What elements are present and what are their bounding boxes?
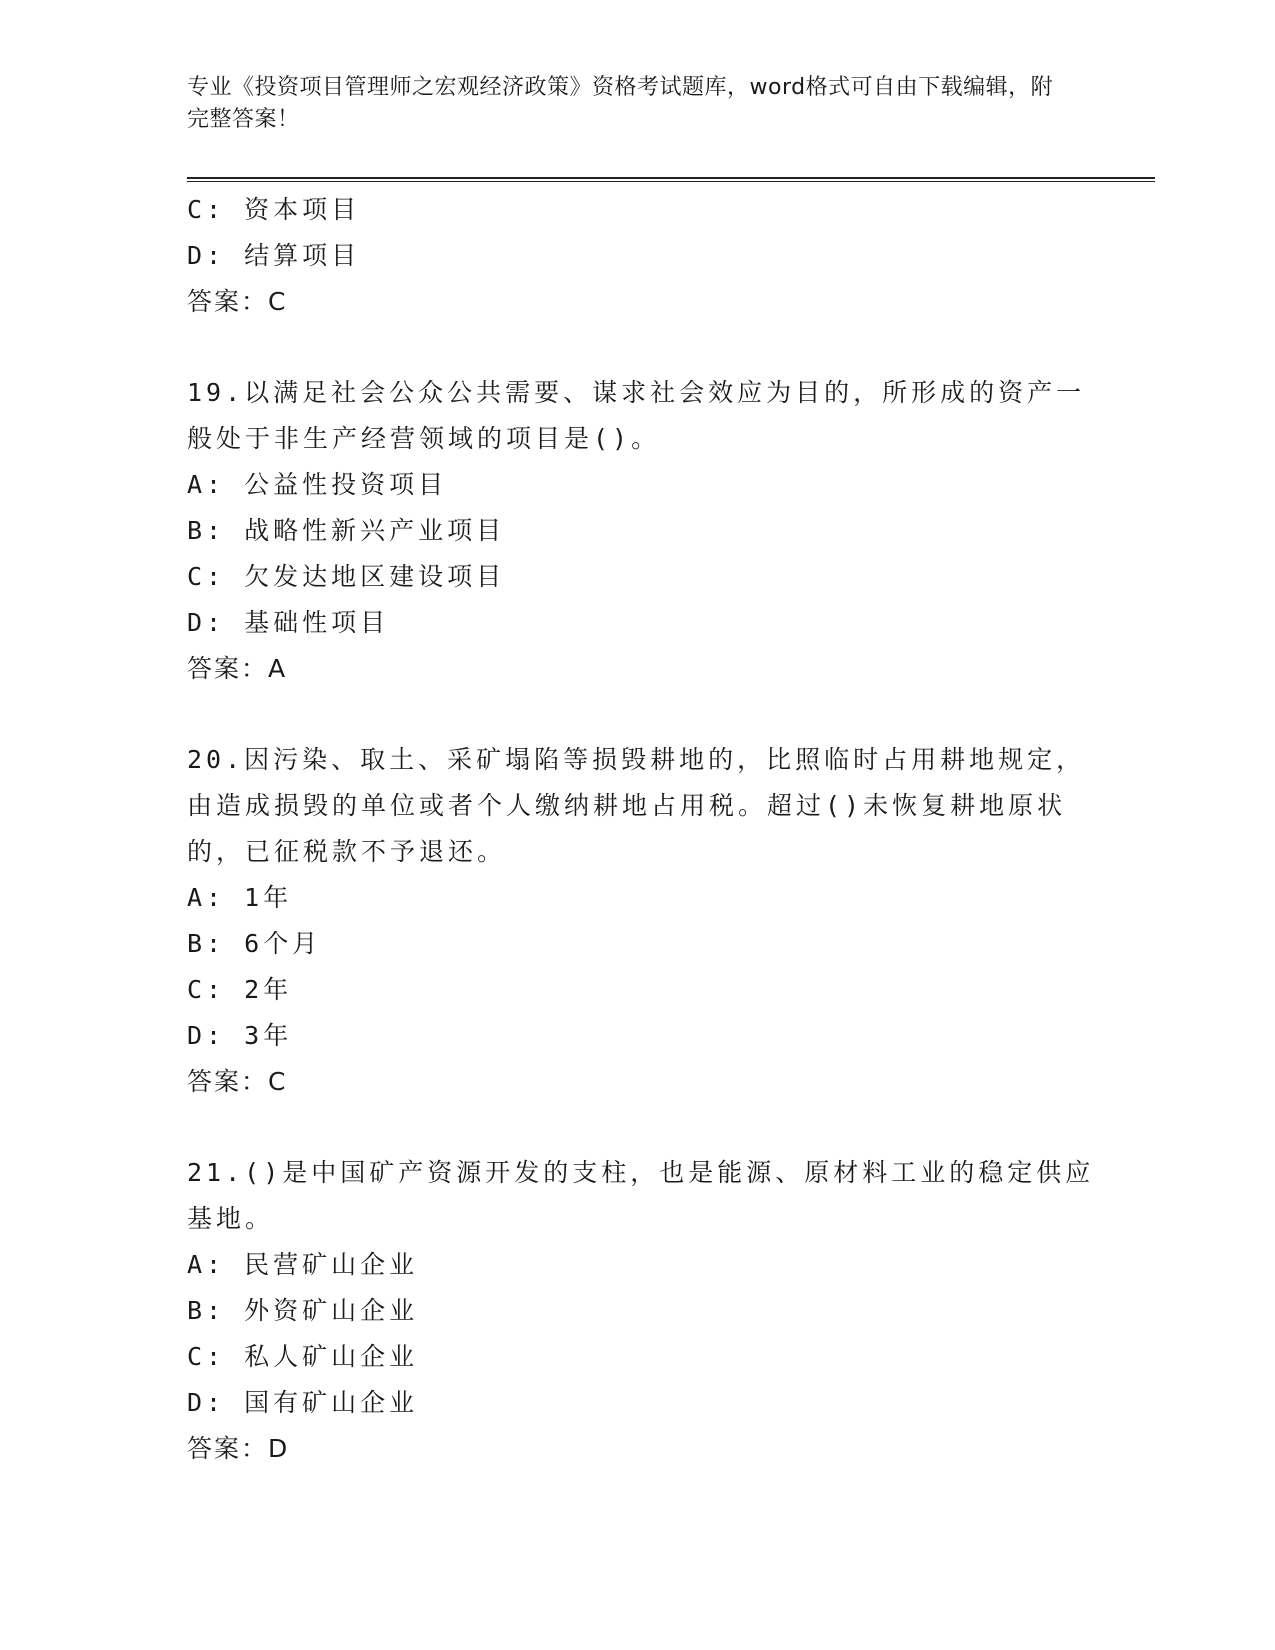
header-divider xyxy=(187,177,1155,182)
question-list xyxy=(187,187,1095,1472)
option-c: C: 2年 xyxy=(187,975,293,1004)
option-b: B: 外资矿山企业 xyxy=(187,1296,419,1325)
option-c: C: 私人矿山企业 xyxy=(187,1342,419,1371)
option-d: D: 3年 xyxy=(187,1021,293,1050)
question-21 xyxy=(187,1150,1095,1472)
question-stem-line: 般处于非生产经营领域的项目是()。 xyxy=(187,424,661,453)
option-c: C: 资本项目 xyxy=(187,195,361,224)
page-header: 专业《投资项目管理师之宏观经济政策》资格考试题库，word格式可自由下载编辑，附完整答案！ xyxy=(187,75,1054,132)
option-d: D: 基础性项目 xyxy=(187,608,390,637)
option-a: A: 公益性投资项目 xyxy=(187,470,448,499)
option-d: D: 结算项目 xyxy=(187,241,361,270)
question-stem-line: 20.因污染、取土、采矿塌陷等损毁耕地的，比照临时占用耕地规定， xyxy=(187,745,1086,774)
answer: 答案：D xyxy=(187,1434,290,1463)
answer: 答案：C xyxy=(187,287,288,316)
question-stem-line: 21.()是中国矿产资源开发的支柱，也是能源、原材料工业的稳定供应 xyxy=(187,1158,1095,1187)
option-d: D: 国有矿山企业 xyxy=(187,1388,419,1417)
question-stem-line: 19.以满足社会公众公共需要、谋求社会效应为目的，所形成的资产一 xyxy=(187,378,1086,407)
answer: 答案：C xyxy=(187,1067,288,1096)
question-stem-line: 由造成损毁的单位或者个人缴纳耕地占用税。超过()未恢复耕地原状 xyxy=(187,791,1067,820)
option-b: B: 战略性新兴产业项目 xyxy=(187,516,506,545)
question-stem-line: 的，已征税款不予退还。 xyxy=(187,837,507,866)
question-20 xyxy=(187,737,1087,1105)
option-b: B: 6个月 xyxy=(187,929,322,958)
question-stem-line: 基地。 xyxy=(187,1204,275,1233)
option-c: C: 欠发达地区建设项目 xyxy=(187,562,506,591)
answer: 答案：A xyxy=(187,654,288,683)
option-a: A: 1年 xyxy=(187,883,293,912)
option-a: A: 民营矿山企业 xyxy=(187,1250,419,1279)
question-19 xyxy=(187,370,1087,692)
